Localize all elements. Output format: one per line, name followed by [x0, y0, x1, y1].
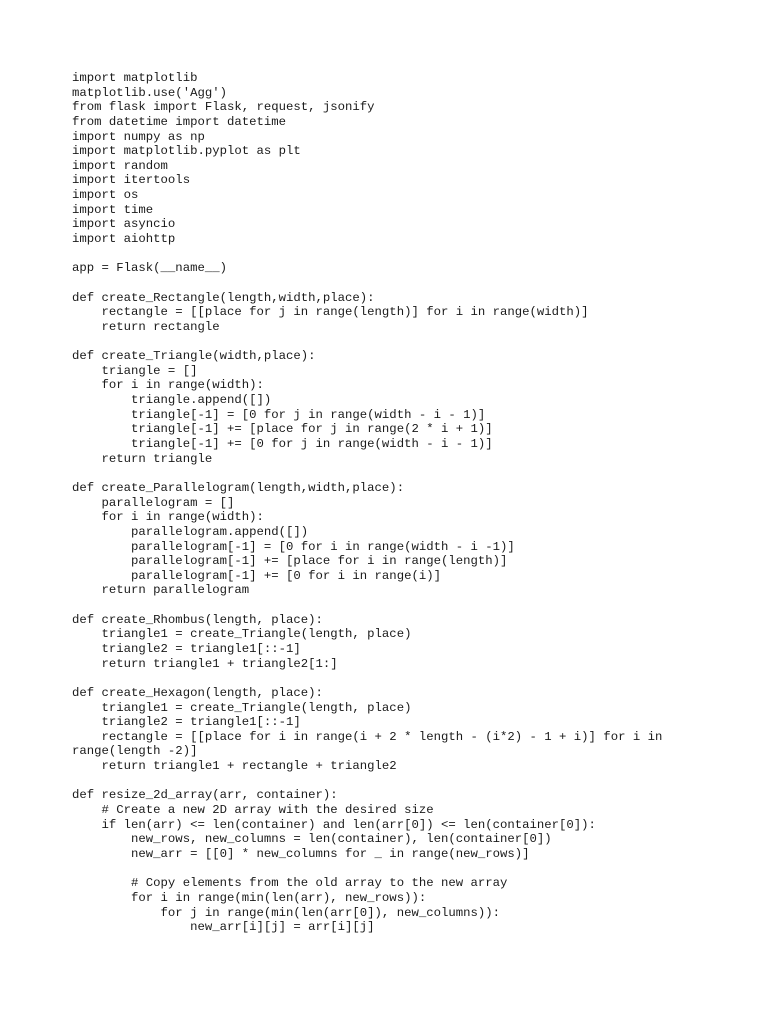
code-line: triangle2 = triangle1[::-1]: [72, 715, 301, 730]
code-line: from datetime import datetime: [72, 114, 287, 129]
code-line: for i in range(width):: [72, 378, 264, 393]
code-line: triangle[-1] += [place for j in range(2 * i + 1)]: [72, 422, 493, 437]
code-line: triangle1 = create_Triangle(length, place): [72, 627, 412, 642]
code-line: from flask import Flask, request, jsonify: [72, 100, 375, 115]
code-line: return parallelogram: [72, 583, 250, 598]
code-line: [72, 466, 662, 481]
code-line: if len(arr) <= len(container) and len(arr[0]) <= len(container[0]):: [72, 817, 596, 832]
code-line: new_arr = [[0] * new_columns for _ in range(new_rows)]: [72, 846, 530, 861]
code-line: [72, 671, 662, 686]
code-line: rectangle = [[place for i in range(i + 2 * length - (i*2) - 1 + i)] for i in: [72, 729, 663, 744]
code-line: triangle = []: [72, 363, 198, 378]
code-line: def create_Parallelogram(length,width,place):: [72, 480, 405, 495]
code-line: def create_Rhombus(length, place):: [72, 612, 323, 627]
code-line: for i in range(min(len(arr), new_rows)):: [72, 890, 427, 905]
code-line: return triangle1 + triangle2[1:]: [72, 656, 338, 671]
code-line: [72, 862, 662, 877]
code-line: triangle2 = triangle1[::-1]: [72, 641, 301, 656]
code-line: for j in range(min(len(arr[0]), new_columns)):: [72, 905, 501, 920]
code-line: app = Flask(__name__): [72, 261, 227, 276]
code-line: [72, 335, 662, 350]
code-line: # Create a new 2D array with the desired size: [72, 803, 434, 818]
code-line: return triangle: [72, 451, 213, 466]
code-line: import numpy as np: [72, 129, 205, 144]
code-line: import random: [72, 158, 168, 173]
code-line: import matplotlib.pyplot as plt: [72, 144, 301, 159]
code-line: import aiohttp: [72, 232, 176, 247]
code-line: new_rows, new_columns = len(container), len(container[0]): [72, 832, 552, 847]
code-line: [72, 276, 662, 291]
code-line: return triangle1 + rectangle + triangle2: [72, 759, 397, 774]
code-line: range(length -2)]: [72, 744, 198, 759]
code-line: import time: [72, 202, 154, 217]
code-line: [72, 247, 662, 262]
code-line: [72, 598, 662, 613]
code-line: parallelogram = []: [72, 495, 235, 510]
code-line: # Copy elements from the old array to the new array: [72, 876, 508, 891]
code-line: triangle[-1] += [0 for j in range(width - i - 1)]: [72, 437, 493, 452]
code-line: triangle.append([]): [72, 393, 272, 408]
code-line: def create_Hexagon(length, place):: [72, 685, 323, 700]
code-line: import itertools: [72, 173, 191, 188]
code-line: [72, 774, 662, 789]
code-line: for i in range(width):: [72, 510, 264, 525]
code-listing: [72, 71, 662, 935]
code-line: parallelogram[-1] += [place for i in range(length)]: [72, 554, 508, 569]
code-line: import matplotlib: [72, 71, 198, 85]
code-line: parallelogram.append([]): [72, 524, 309, 539]
code-line: parallelogram[-1] += [0 for i in range(i)]: [72, 568, 441, 583]
code-line: def create_Rectangle(length,width,place):: [72, 290, 375, 305]
code-line: triangle1 = create_Triangle(length, place): [72, 700, 412, 715]
code-line: return rectangle: [72, 319, 220, 334]
code-line: new_arr[i][j] = arr[i][j]: [72, 920, 375, 935]
code-line: triangle[-1] = [0 for j in range(width - i - 1)]: [72, 407, 486, 422]
code-line: import asyncio: [72, 217, 176, 232]
code-line: parallelogram[-1] = [0 for i in range(width - i -1)]: [72, 539, 515, 554]
code-line: import os: [72, 188, 139, 203]
code-line: matplotlib.use('Agg'): [72, 85, 227, 100]
code-line: def resize_2d_array(arr, container):: [72, 788, 338, 803]
code-line: rectangle = [[place for j in range(length)] for i in range(width)]: [72, 305, 589, 320]
code-line: def create_Triangle(width,place):: [72, 349, 316, 364]
